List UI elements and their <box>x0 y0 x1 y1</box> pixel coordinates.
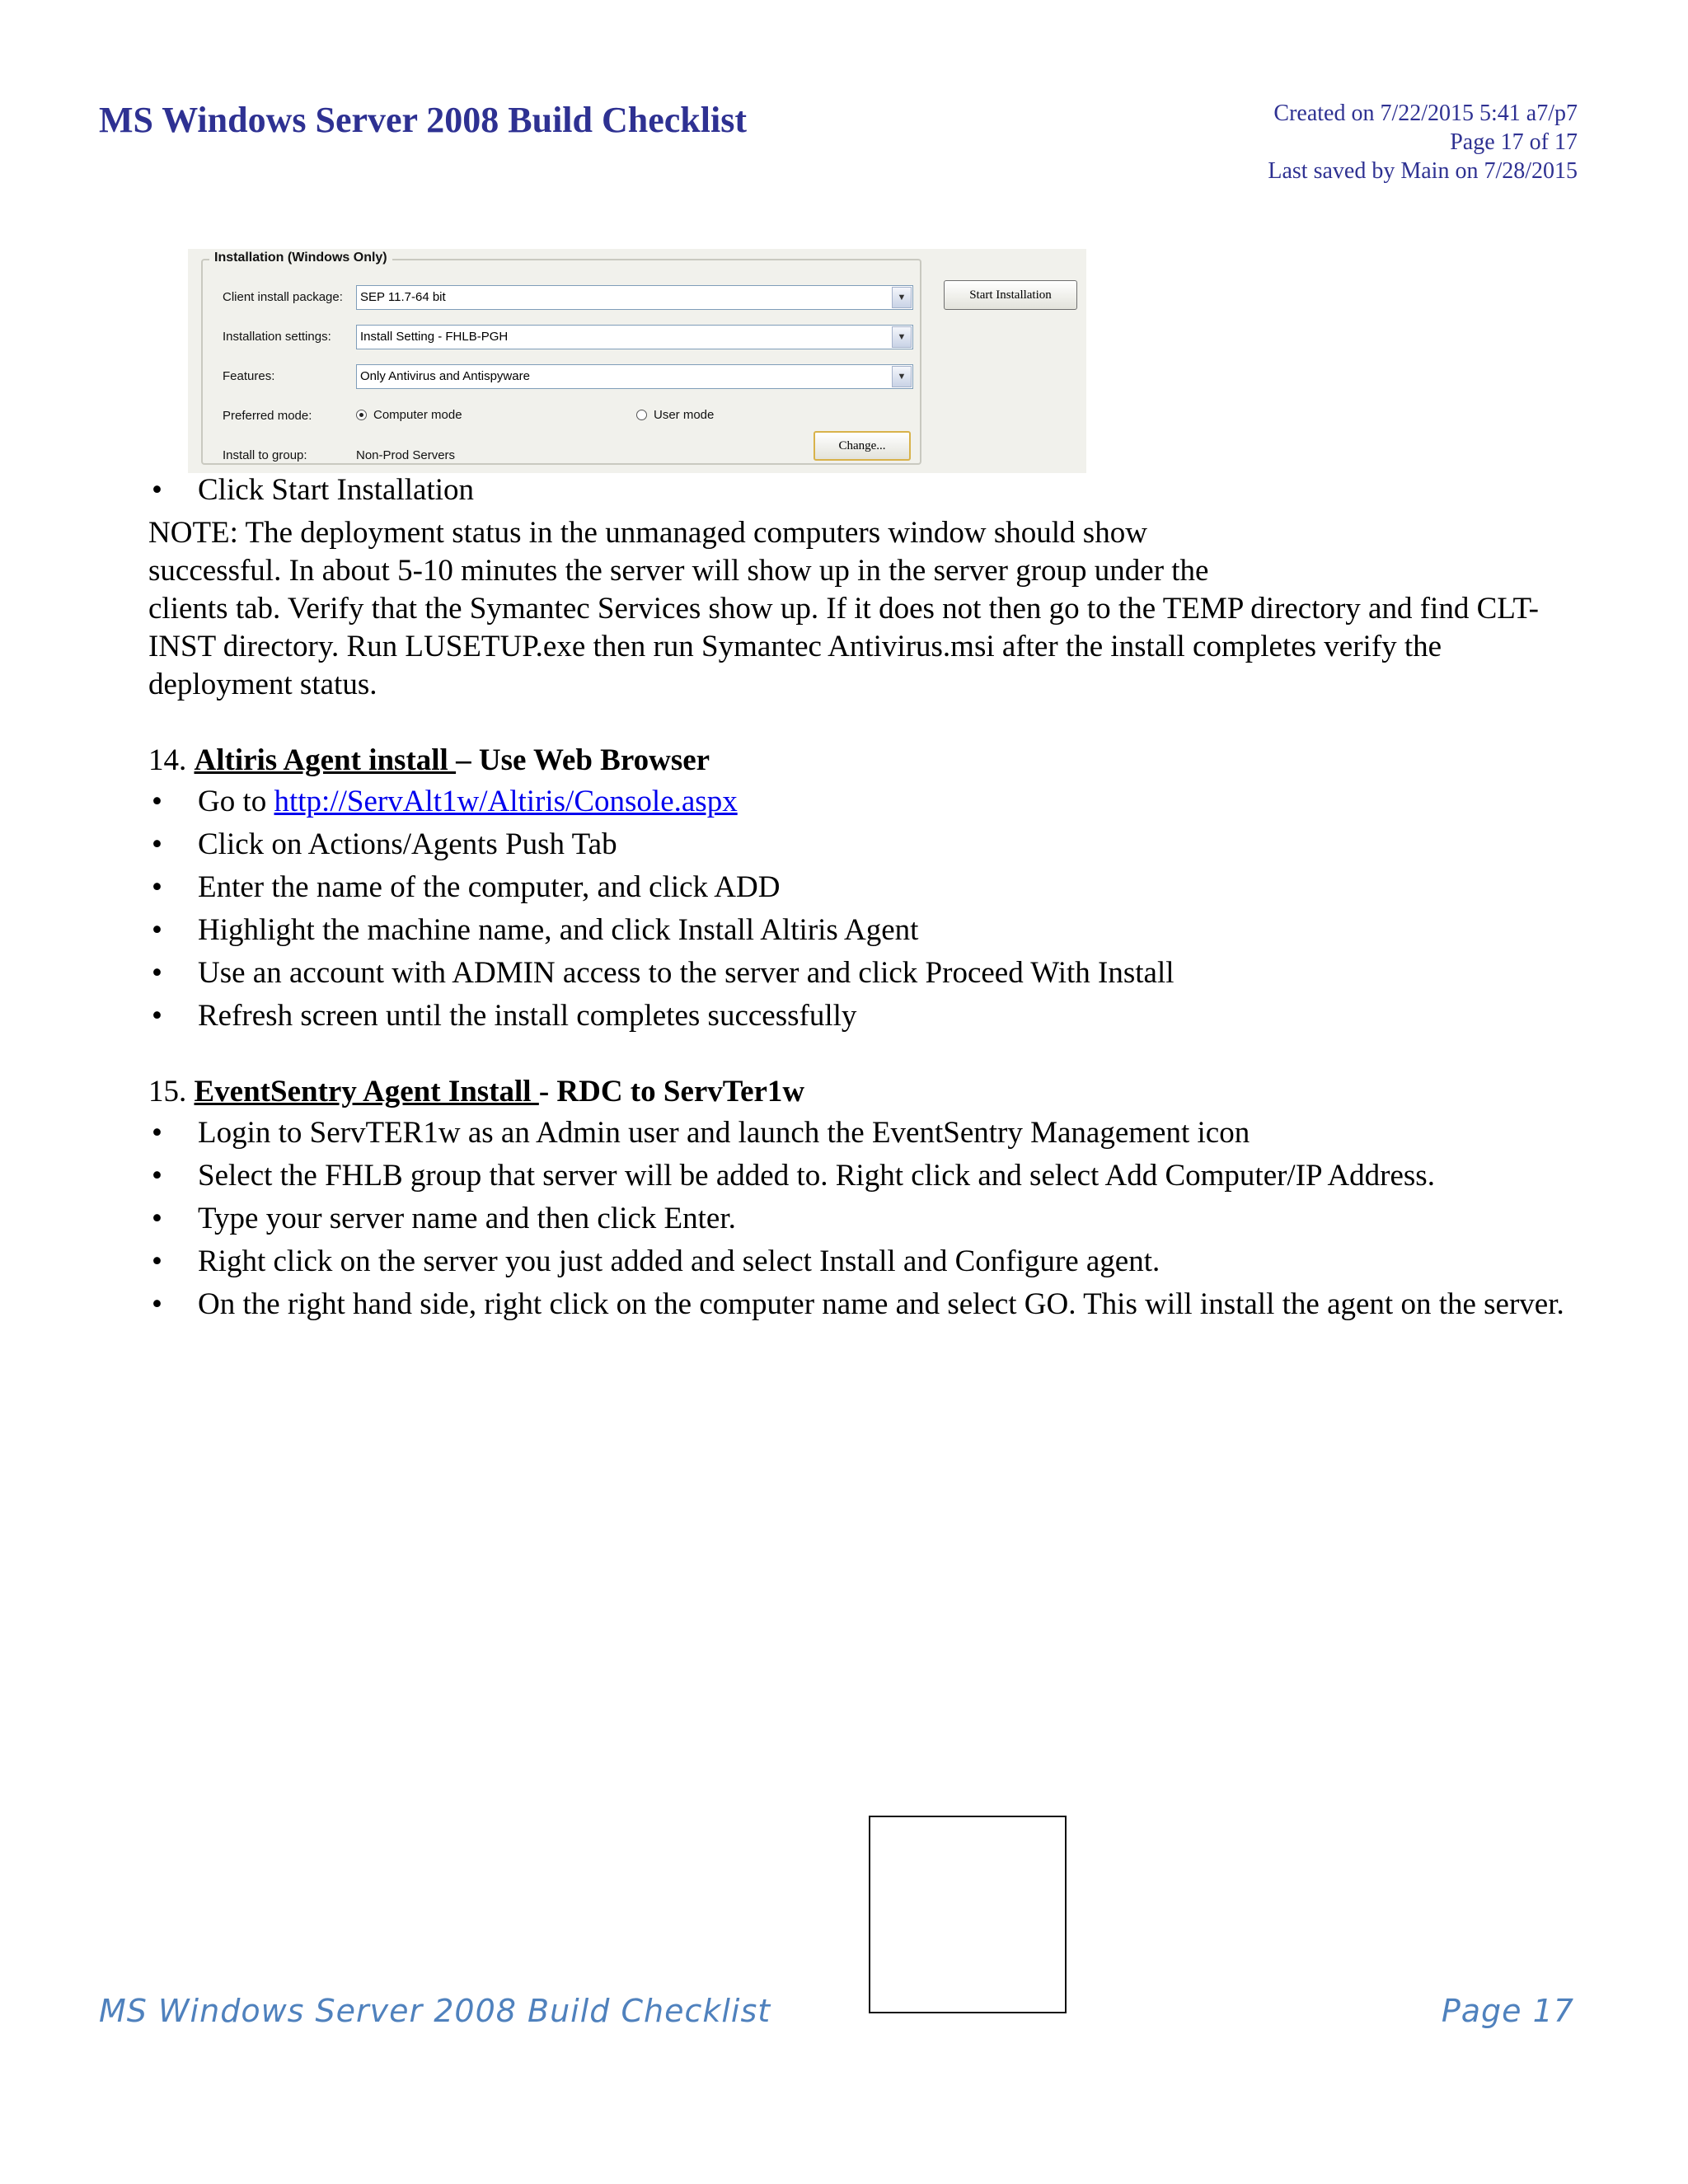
header-metadata <box>1268 99 1578 185</box>
dropdown-arrow-icon[interactable]: ▼ <box>892 366 912 387</box>
features-label: Features: <box>223 369 275 383</box>
list-item: • Highlight the machine name, and click Install Altiris Agent <box>148 912 1591 949</box>
deployment-note <box>148 514 1591 704</box>
list-item: • Select the FHLB group that server will be added to. Right click and select Add Computer/IP Address. <box>148 1157 1591 1195</box>
user-mode-radio[interactable] <box>636 408 714 422</box>
client-package-label: Client install package: <box>223 290 343 304</box>
created-date: Created on 7/22/2015 5:41 a7/p7 <box>1273 101 1578 126</box>
step15-list <box>148 1114 1591 1324</box>
installation-legend: Installation (Windows Only) <box>209 251 392 265</box>
radio-selected-icon[interactable] <box>356 410 367 420</box>
empty-text-box <box>869 1816 1067 2013</box>
features-select[interactable] <box>356 364 913 389</box>
user-mode-label: User mode <box>654 408 715 422</box>
list-item: • Use an account with ADMIN access to the server and click Proceed With Install <box>148 954 1591 992</box>
document-title: MS Windows Server 2008 Build Checklist <box>99 100 748 140</box>
section-subtitle: – Use Web Browser <box>456 743 710 777</box>
list-item: • Right click on the server you just added and select Install and Configure agent. <box>148 1243 1591 1281</box>
install-group-value: Non-Prod Servers <box>356 448 456 462</box>
note-line: NOTE: The deployment status in the unmanaged computers window should show <box>148 516 1147 550</box>
list-item: • Type your server name and then click Enter. <box>148 1200 1591 1238</box>
step14-list <box>148 783 1591 1035</box>
document-body <box>148 471 1591 1329</box>
dropdown-arrow-icon[interactable]: ▼ <box>892 287 912 308</box>
goto-prefix: Go to <box>198 785 274 818</box>
list-item: • Refresh screen until the install completes successfully <box>148 997 1591 1035</box>
section-number: 15. <box>148 1075 187 1108</box>
list-item: • Enter the name of the computer, and click ADD <box>148 869 1591 907</box>
footer-title: MS Windows Server 2008 Build Checklist <box>99 1993 771 2029</box>
computer-mode-label: Computer mode <box>373 408 462 422</box>
install-settings-value: Install Setting - FHLB-PGH <box>360 330 509 344</box>
page-count: Page 17 of 17 <box>1450 129 1578 155</box>
note-line: clients tab. Verify that the Symantec Services show up. If it does not then go to the TEMP directory and find CLT-INST directory. Run LUSETUP.exe then run Symantec Antivirus.msi after the install completes verify the deployment status. <box>148 592 1539 701</box>
preferred-mode-label: Preferred mode: <box>223 409 312 423</box>
install-group-label: Install to group: <box>223 448 307 462</box>
section-title: EventSentry Agent Install <box>194 1075 539 1108</box>
list-item: • Login to ServTER1w as an Admin user and launch the EventSentry Management icon <box>148 1114 1591 1152</box>
install-settings-select[interactable] <box>356 325 913 349</box>
client-package-value: SEP 11.7-64 bit <box>360 290 446 304</box>
change-group-button[interactable]: Change... <box>814 431 911 461</box>
features-value: Only Antivirus and Antispyware <box>360 369 530 383</box>
radio-unselected-icon[interactable] <box>636 410 647 420</box>
list-item: • Click on Actions/Agents Push Tab <box>148 826 1591 864</box>
client-package-select[interactable] <box>356 285 913 310</box>
list-item: • On the right hand side, right click on the computer name and select GO. This will install the agent on the server. <box>148 1286 1591 1324</box>
last-saved: Last saved by Main on 7/28/2015 <box>1268 158 1578 184</box>
footer-page-number: Page 17 <box>1441 1993 1574 2029</box>
computer-mode-radio[interactable] <box>356 408 462 422</box>
list-item: • Click Start Installation <box>148 471 1591 509</box>
note-line: successful. In about 5-10 minutes the server will show up in the server group under the <box>148 554 1209 588</box>
section-subtitle: - RDC to ServTer1w <box>538 1075 805 1108</box>
dropdown-arrow-icon[interactable]: ▼ <box>892 326 912 348</box>
list-item <box>148 783 1591 821</box>
section-number: 14. <box>148 743 187 777</box>
altiris-console-link[interactable]: http://ServAlt1w/Altiris/Console.aspx <box>274 785 738 818</box>
start-installation-button[interactable]: Start Installation <box>944 280 1077 310</box>
section-title: Altiris Agent install <box>194 743 457 777</box>
section-15-heading <box>148 1073 1591 1111</box>
section-14-heading <box>148 742 1591 780</box>
install-settings-label: Installation settings: <box>223 330 331 344</box>
step13-list <box>148 471 1591 509</box>
